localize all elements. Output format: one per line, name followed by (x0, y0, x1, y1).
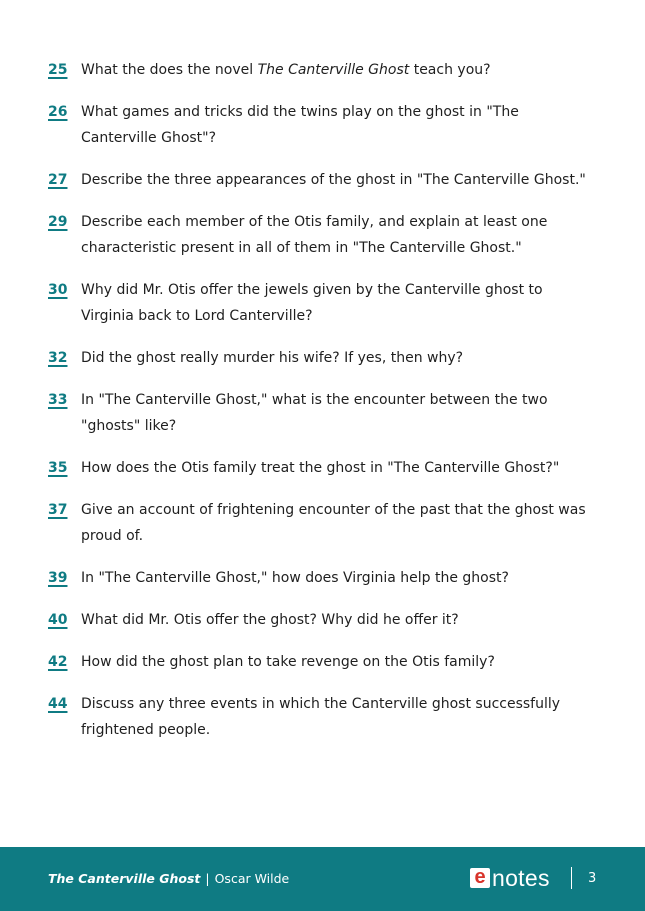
question-number-link[interactable]: 26 (48, 104, 68, 120)
question-list (48, 57, 593, 759)
question-number-link[interactable]: 29 (48, 214, 68, 230)
question-text-part: What the does the novel (81, 62, 258, 78)
question-number-link[interactable]: 40 (48, 612, 68, 628)
footer-divider (571, 867, 572, 889)
enotes-logo[interactable] (470, 867, 550, 889)
question-item (48, 691, 593, 743)
question-item (48, 345, 593, 371)
question-item (48, 209, 593, 261)
question-text[interactable]: Discuss any three events in which the Canterville ghost successfully frightened people. (81, 696, 561, 738)
question-item (48, 607, 593, 633)
question-text[interactable] (81, 57, 593, 83)
page-footer (0, 847, 645, 911)
question-text[interactable]: How does the Otis family treat the ghost in "The Canterville Ghost?" (81, 460, 560, 476)
book-title-italic: The Canterville Ghost (257, 62, 410, 78)
question-number-link[interactable]: 35 (48, 460, 68, 476)
question-text[interactable]: Why did Mr. Otis offer the jewels given by the Canterville ghost to Virginia back to Lord Canterville? (81, 282, 543, 324)
question-number-link[interactable]: 37 (48, 502, 68, 518)
question-text[interactable]: In "The Canterville Ghost," how does Virginia help the ghost? (81, 570, 509, 586)
footer-author: Oscar Wilde (214, 871, 290, 886)
question-text[interactable]: Describe each member of the Otis family, and explain at least one characteristic present in all of them in "The Canterville Ghost." (81, 214, 548, 256)
question-number-link[interactable]: 25 (48, 62, 68, 78)
question-text[interactable]: How did the ghost plan to take revenge on the Otis family? (81, 654, 495, 670)
question-text[interactable]: What games and tricks did the twins play on the ghost in "The Canterville Ghost"? (81, 104, 519, 146)
question-item (48, 277, 593, 329)
question-number-link[interactable]: 39 (48, 570, 68, 586)
question-item (48, 497, 593, 549)
question-item (48, 57, 593, 83)
question-text[interactable]: Describe the three appearances of the ghost in "The Canterville Ghost." (81, 172, 586, 188)
question-item (48, 455, 593, 481)
question-text[interactable]: What did Mr. Otis offer the ghost? Why did he offer it? (81, 612, 459, 628)
question-item (48, 387, 593, 439)
footer-citation (48, 871, 289, 887)
question-number-link[interactable]: 44 (48, 696, 68, 712)
question-number-link[interactable]: 33 (48, 392, 68, 408)
enotes-logo-icon: e (470, 868, 490, 888)
question-item (48, 649, 593, 675)
question-text-part: teach you? (409, 62, 491, 78)
question-number-link[interactable]: 32 (48, 350, 68, 366)
question-text[interactable]: In "The Canterville Ghost," what is the encounter between the two "ghosts" like? (81, 392, 548, 434)
question-number-link[interactable]: 30 (48, 282, 68, 298)
question-text[interactable]: Give an account of frightening encounter of the past that the ghost was proud of. (81, 502, 586, 544)
question-number-link[interactable]: 42 (48, 654, 68, 670)
question-item (48, 167, 593, 193)
page-number: 3 (588, 871, 597, 886)
question-item (48, 565, 593, 591)
footer-separator: | (205, 871, 210, 886)
question-text[interactable]: Did the ghost really murder his wife? If yes, then why? (81, 350, 464, 366)
question-item (48, 99, 593, 151)
footer-book-title: The Canterville Ghost (48, 871, 201, 886)
enotes-logo-wordmark: notes (492, 865, 550, 891)
question-number-link[interactable]: 27 (48, 172, 68, 188)
